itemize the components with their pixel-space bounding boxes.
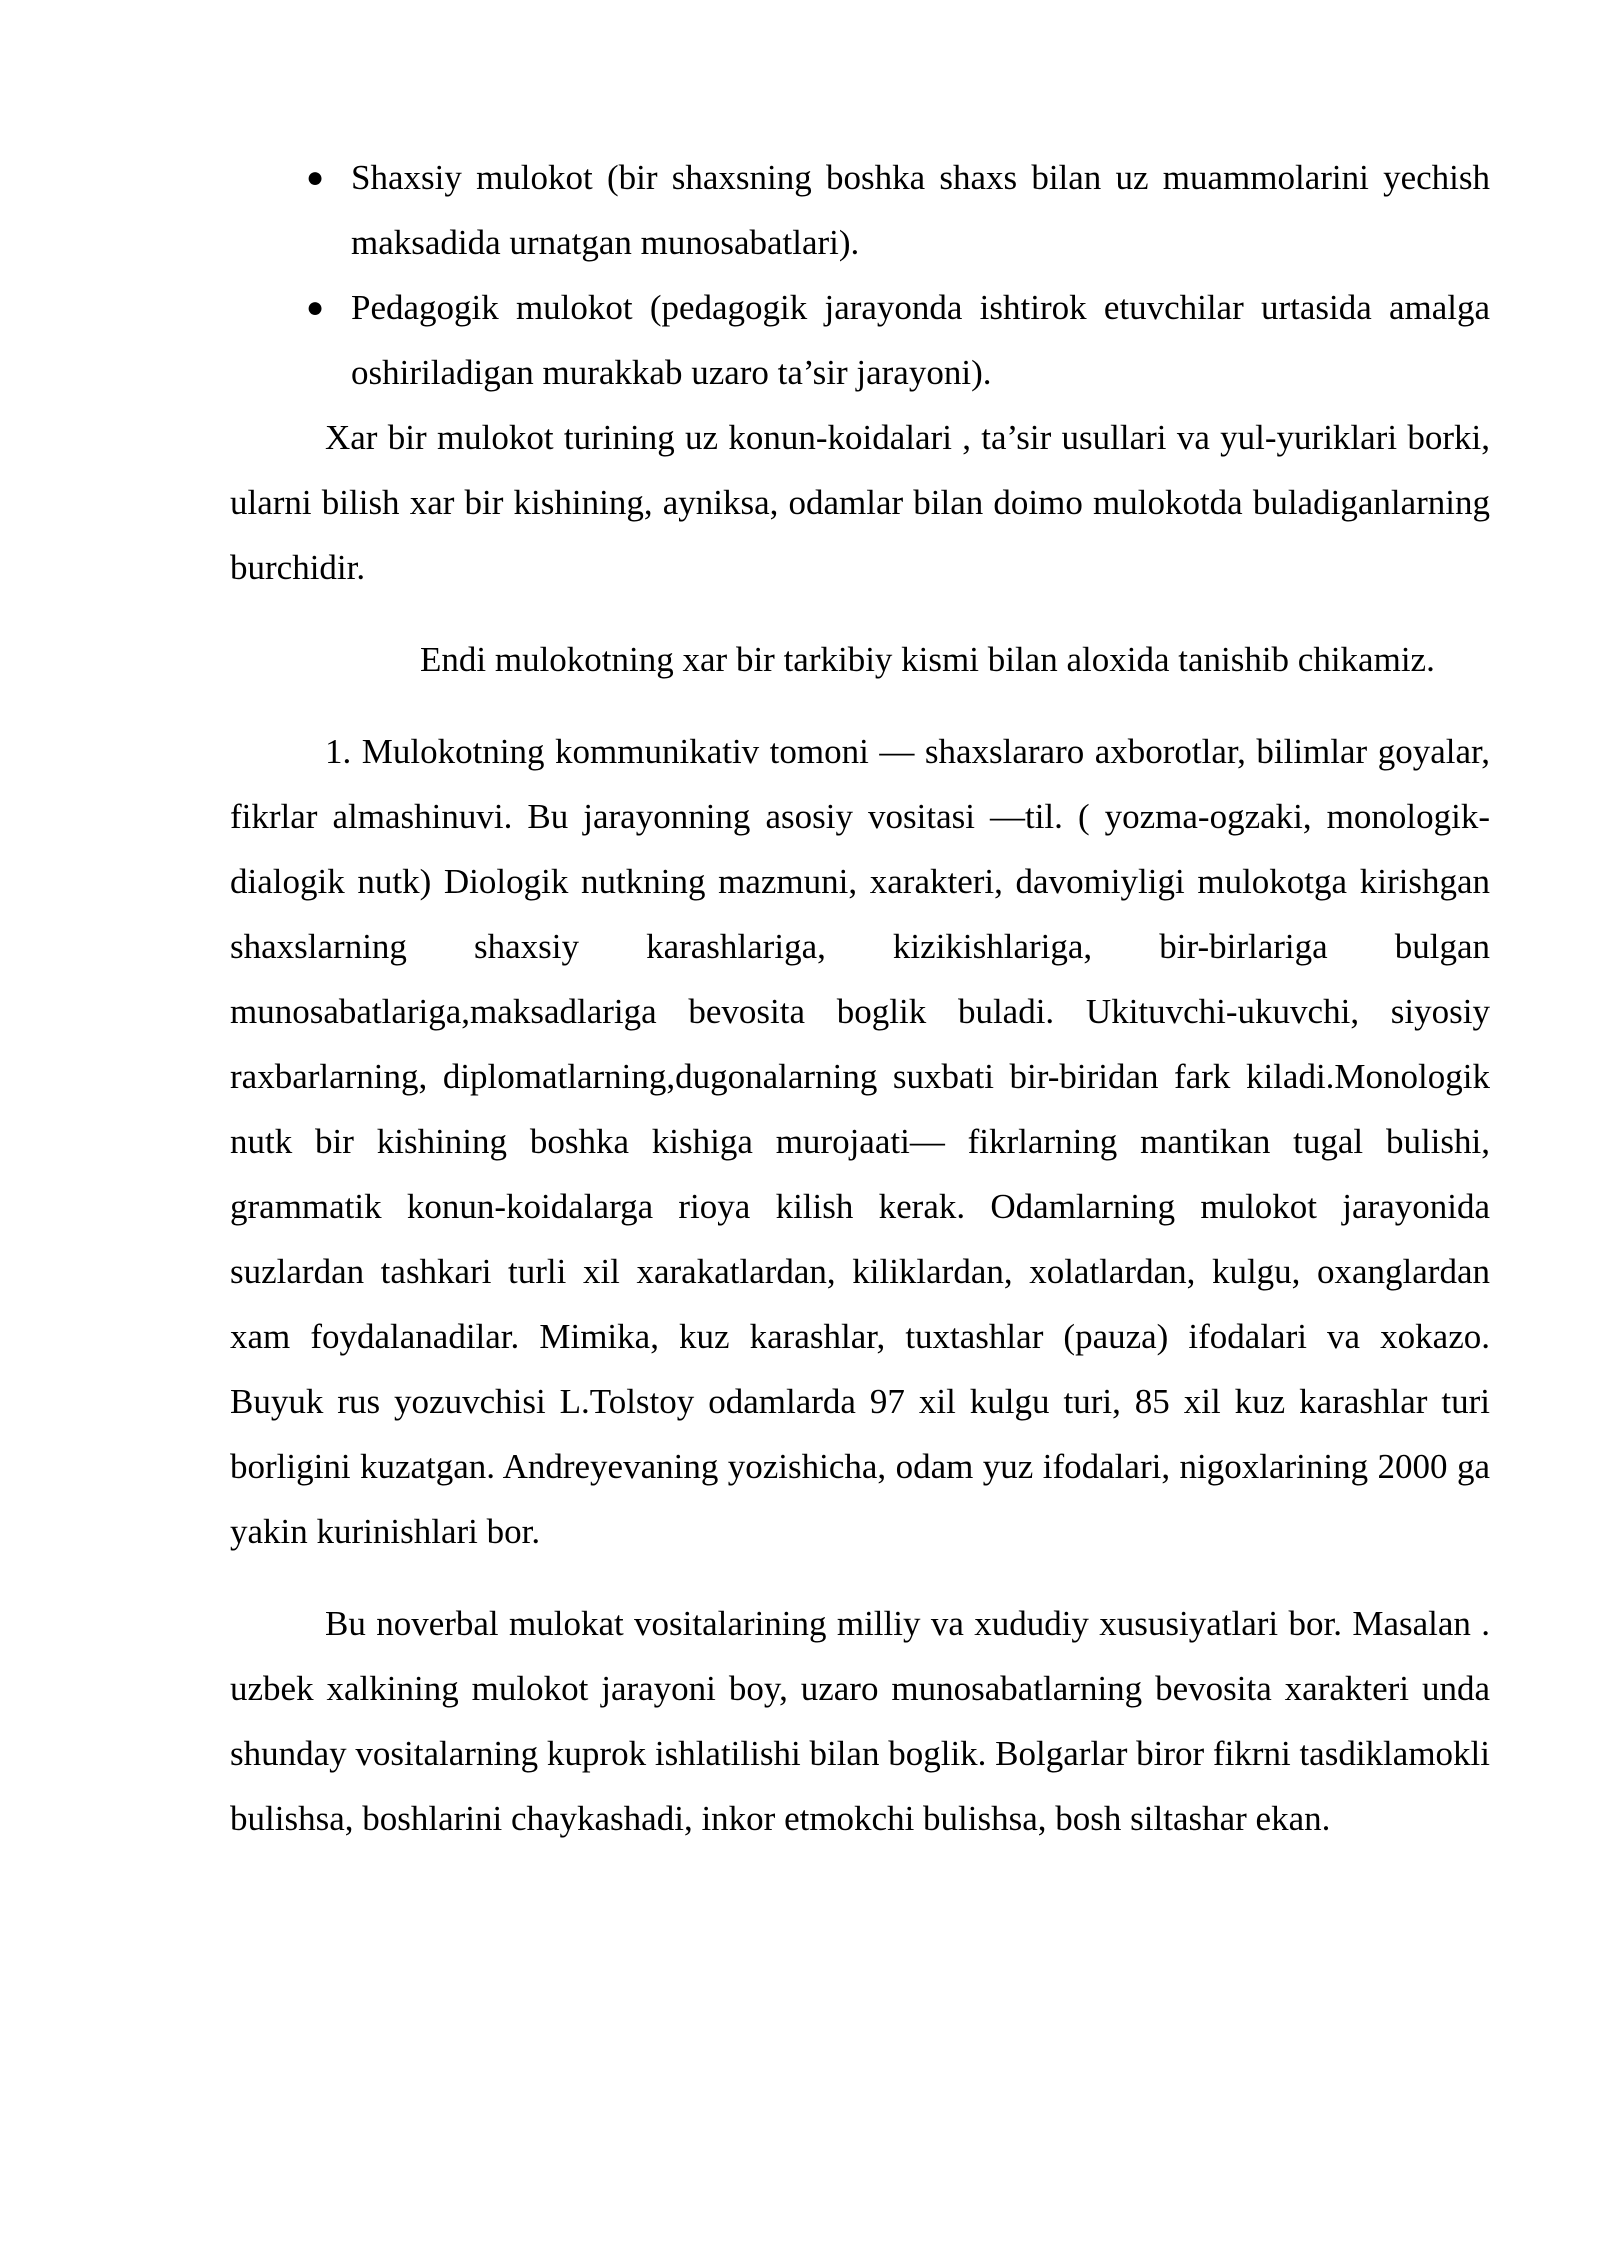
bullet-dot-icon: ● [305, 291, 325, 324]
list-item [230, 275, 1490, 405]
bullet-dot-icon: ● [305, 161, 325, 194]
bullet-list [230, 145, 1490, 405]
paragraph: Xar bir mulokot turining uz konun-koidalari , ta’sir usullari va yul-yuriklari borki, ularni bilish xar bir kishining, ayniksa, odamlar bilan doimo mulokotda buladiganlarning burchidir. [230, 418, 1490, 587]
list-item-text: Pedagogik mulokot (pedagogik jarayonda ishtirok etuvchilar urtasida amalga oshiriladigan murakkab uzaro ta’sir jarayoni). [351, 288, 1490, 392]
paragraph: 1. Mulokotning kommunikativ tomoni — shaxslararo axborotlar, bilimlar goyalar, fikrlar almashinuvi. Bu jarayonning asosiy vositasi —til. ( yozma-ogzaki, monologik-dialogik nutk) Diologik nutkning mazmuni, xarakteri, davomiyligi mulokotga kirishgan shaxslarning shaxsiy karashlariga, kizikishlariga, bir-birlariga bulgan munosabatlariga,maksadlariga bevosita boglik buladi. Ukituvchi-ukuvchi, siyosiy raxbarlarning, diplomatlarning,dugonalarning suxbati bir-biridan fark kiladi.Monologik nutk bir kishining boshka kishiga murojaati— fikrlarning mantikan tugal bulishi, grammatik konun-koidalarga rioya kilish kerak. Odamlarning mulokot jarayonida suzlardan tashkari turli xil xarakatlardan, kiliklardan, xolatlardan, kulgu, oxanglardan xam foydalanadilar. Mimika, kuz karashlar, tuxtashlar (pauza) ifodalari va xokazo. Buyuk rus yozuvchisi L.Tolstoy odamlarda 97 xil kulgu turi, 85 xil kuz karashlar turi borligini kuzatgan. Andreyevaning yozishicha, odam yuz ifodalari, nigoxlarining 2000 ga yakin kurinishlari bor. [230, 732, 1490, 1551]
list-item-text: Shaxsiy mulokot (bir shaxsning boshka shaxs bilan uz muammolarini yechish maksadida urnatgan munosabatlari). [351, 158, 1490, 262]
paragraph: Endi mulokotning xar bir tarkibiy kismi bilan aloxida tanishib chikamiz. [420, 640, 1435, 679]
list-item [230, 145, 1490, 275]
paragraph: Bu noverbal mulokat vositalarining milliy va xududiy xususiyatlari bor. Masalan . uzbek xalkining mulokot jarayoni boy, uzaro munosabatlarning bevosita xarakteri unda shunday vositalarning kuprok ishlatilishi bilan boglik. Bolgarlar biror fikrni tasdiklamokli bulishsa, boshlarini chaykashadi, inkor etmokchi bulishsa, bosh siltashar ekan. [230, 1604, 1490, 1838]
document-body [230, 145, 1490, 1851]
